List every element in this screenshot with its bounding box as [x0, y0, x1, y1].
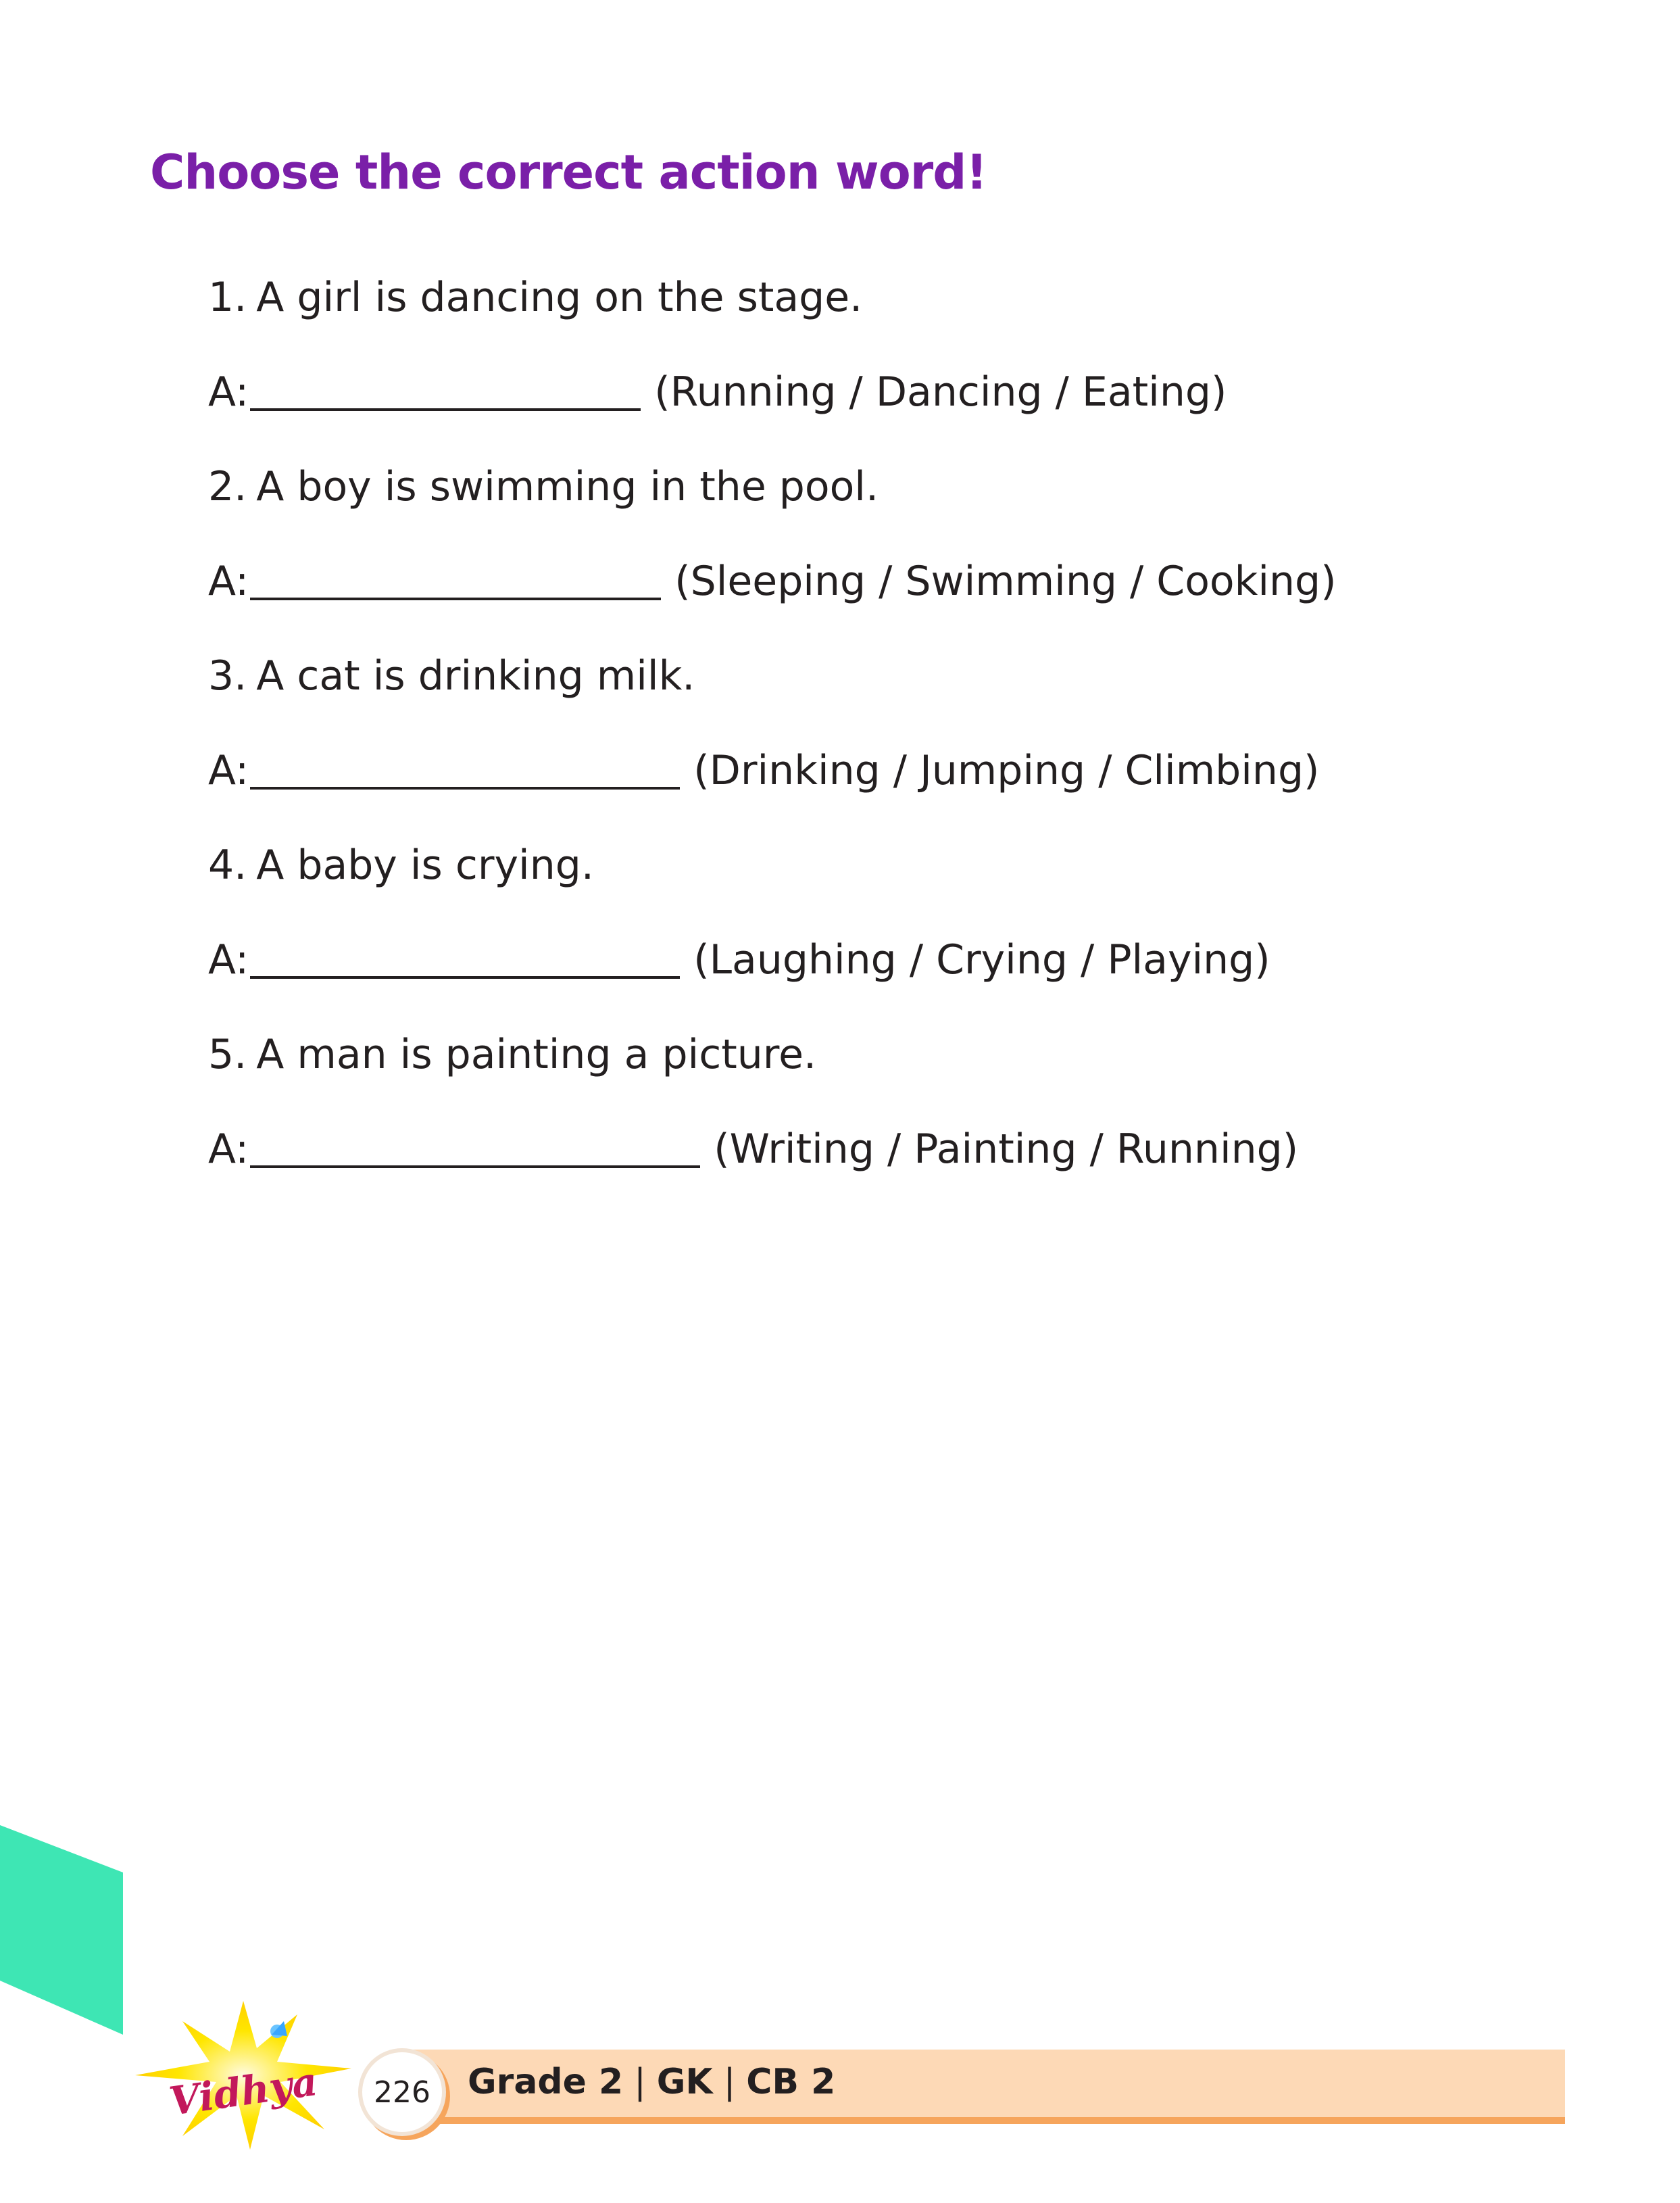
answer-options: (Running / Dancing / Eating) [654, 368, 1227, 416]
question-4 [208, 818, 1337, 913]
question-5 [208, 1007, 1337, 1102]
answer-label: A: [208, 368, 249, 416]
question-2 [208, 439, 1337, 534]
logo-text: Vidhya [166, 2058, 320, 2125]
answer-label: A: [208, 558, 249, 605]
answer-options: (Laughing / Crying / Playing) [693, 936, 1270, 984]
question-number: 3. [208, 652, 247, 700]
question-number: 1. [208, 274, 247, 321]
footer-title [468, 2062, 835, 2102]
question-3 [208, 629, 1337, 723]
answer-label: A: [208, 747, 249, 794]
answer-blank[interactable] [250, 373, 641, 411]
answer-4 [208, 913, 1337, 1007]
answer-blank[interactable] [250, 941, 680, 979]
question-number: 2. [208, 463, 247, 510]
footer-subject: GK [656, 2062, 713, 2102]
question-text: A baby is crying. [256, 842, 594, 889]
answer-label: A: [208, 936, 249, 984]
question-text: A cat is drinking milk. [256, 652, 695, 700]
answer-blank[interactable] [250, 1130, 700, 1168]
answer-blank[interactable] [250, 752, 680, 790]
answer-options: (Drinking / Jumping / Climbing) [693, 747, 1320, 794]
question-text: A girl is dancing on the stage. [256, 274, 863, 321]
footer-separator: | [723, 2062, 736, 2102]
corner-decoration [0, 1825, 123, 2035]
answer-blank[interactable] [250, 562, 661, 600]
answer-3 [208, 723, 1337, 818]
answer-2 [208, 534, 1337, 629]
question-text: A man is painting a picture. [256, 1031, 817, 1078]
footer-grade: Grade 2 [468, 2062, 624, 2102]
answer-5 [208, 1102, 1337, 1196]
question-number: 5. [208, 1031, 247, 1078]
footer-separator: | [634, 2062, 646, 2102]
answer-options: (Sleeping / Swimming / Cooking) [674, 558, 1337, 605]
footer-book: CB 2 [746, 2062, 836, 2102]
page-number: 226 [358, 2048, 446, 2136]
answer-1 [208, 345, 1337, 439]
answer-label: A: [208, 1125, 249, 1173]
answer-options: (Writing / Painting / Running) [714, 1125, 1299, 1173]
question-number: 4. [208, 842, 247, 889]
page-title: Choose the correct action word! [150, 145, 987, 200]
question-text: A boy is swimming in the pool. [256, 463, 879, 510]
question-list [208, 250, 1337, 1196]
question-1 [208, 250, 1337, 345]
